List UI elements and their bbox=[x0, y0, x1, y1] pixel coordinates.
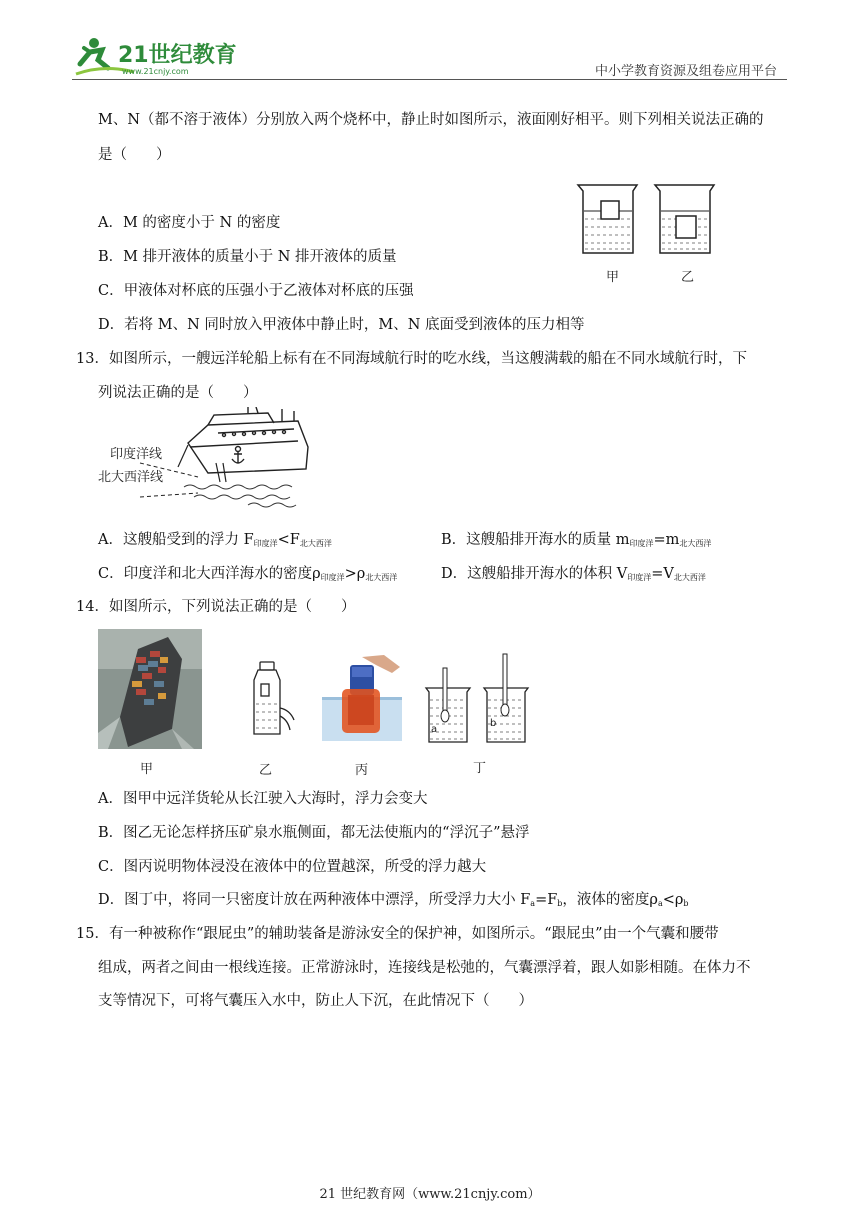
q13-option-b: B．这艘船排开海水的质量 $m_{印度洋}=m_{北大西洋}$ bbox=[441, 532, 712, 548]
page-footer: 21 世纪教育网（www.21cnjy.com） bbox=[319, 1187, 541, 1202]
q14-option-c: C．图丙说明物体浸没在液体中的位置越深，所受的浮力越大 bbox=[98, 859, 487, 875]
q13-option-c: C．印度洋和北大西洋海水的密度$\rho_{印度洋}>\rho_{北大西洋}$ bbox=[98, 566, 398, 582]
q13-line1: 13．如图所示，一艘远洋轮船上标有在不同海域航行时的吃水线，当这艘满载的船在不同水域航行时，下 bbox=[76, 351, 747, 367]
svg-text:21世纪教育: 21世纪教育 bbox=[118, 43, 237, 68]
beaker-b bbox=[484, 654, 528, 742]
q14-option-d: D．图丁中，将同一只密度计放在两种液体中漂浮，所受浮力大小 $F_a=F_b$，液体的密度$\rho_a<\rho_b$ bbox=[98, 892, 689, 908]
q13-line2: 列说法正确的是（ ） bbox=[98, 385, 258, 401]
q14-hydrometer-figure bbox=[424, 652, 532, 748]
q14-fig-label-bing: 丙 bbox=[355, 763, 369, 778]
q13-fig-label-north-atlantic: 北大西洋线 bbox=[98, 470, 164, 485]
q14-immersion-photo bbox=[322, 655, 402, 745]
q14-fig-label-ding: 丁 bbox=[473, 761, 487, 776]
header-platform-text: 中小学教育资源及组卷应用平台 bbox=[595, 64, 778, 79]
anchor-icon bbox=[232, 447, 244, 464]
svg-text:www.21cnjy.com: www.21cnjy.com bbox=[122, 67, 189, 76]
q12-beaker-figure bbox=[575, 183, 720, 287]
svg-text:a: a bbox=[431, 724, 438, 735]
q14-cargo-ship-photo bbox=[98, 629, 202, 753]
site-logo bbox=[74, 34, 244, 78]
q14-line1: 14．如图所示，下列说法正确的是（ ） bbox=[76, 599, 356, 615]
beaker-yi bbox=[655, 185, 714, 253]
q15-line1: 15．有一种被称作“跟屁虫”的辅助装备是游泳安全的保护神，如图所示。“跟屁虫”由一个气囊和腰带 bbox=[76, 926, 719, 942]
svg-text:b: b bbox=[490, 718, 497, 729]
q14-option-a: A．图甲中远洋货轮从长江驶入大海时，浮力会变大 bbox=[98, 791, 428, 807]
q15-line2: 组成，两者之间由一根线连接。正常游泳时，连接线是松弛的，气囊漂浮着，跟人如影相随。在体力不 bbox=[98, 960, 751, 976]
q12-option-a: A．M 的密度小于 N 的密度 bbox=[98, 215, 281, 231]
q12-line2: 是（ ） bbox=[98, 147, 171, 163]
q15-line3: 支等情况下，可将气囊压入水中，防止人下沉，在此情况下（ ） bbox=[98, 993, 533, 1009]
q12-option-b: B．M 排开液体的质量小于 N 排开液体的质量 bbox=[98, 249, 397, 265]
q12-fig-label-jia: 甲 bbox=[606, 270, 620, 285]
q13-fig-label-indian: 印度洋线 bbox=[110, 447, 163, 462]
q12-fig-label-yi: 乙 bbox=[681, 270, 695, 285]
q14-option-b: B．图乙无论怎样挤压矿泉水瓶侧面，都无法使瓶内的“浮沉子”悬浮 bbox=[98, 825, 530, 841]
q13-option-d: D．这艘船排开海水的体积 $V_{印度洋}=V_{北大西洋}$ bbox=[441, 566, 706, 582]
q14-bottle-figure bbox=[244, 660, 296, 744]
q14-fig-label-jia: 甲 bbox=[140, 762, 154, 777]
q13-option-a: A．这艘船受到的浮力 $F_{印度洋}<F_{北大西洋}$ bbox=[98, 532, 332, 548]
q12-line1: M、N（都不溶于液体）分别放入两个烧杯中，静止时如图所示，液面刚好相平。则下列相关说法正确的 bbox=[98, 112, 764, 128]
q12-option-c: C．甲液体对杯底的压强小于乙液体对杯底的压强 bbox=[98, 283, 414, 299]
q14-fig-label-yi: 乙 bbox=[259, 763, 273, 778]
beaker-a bbox=[426, 668, 470, 742]
q12-option-d: D．若将 M、N 同时放入甲液体中静止时，M、N 底面受到液体的压力相等 bbox=[98, 317, 585, 333]
beaker-jia bbox=[578, 185, 637, 253]
header-divider bbox=[72, 79, 787, 80]
